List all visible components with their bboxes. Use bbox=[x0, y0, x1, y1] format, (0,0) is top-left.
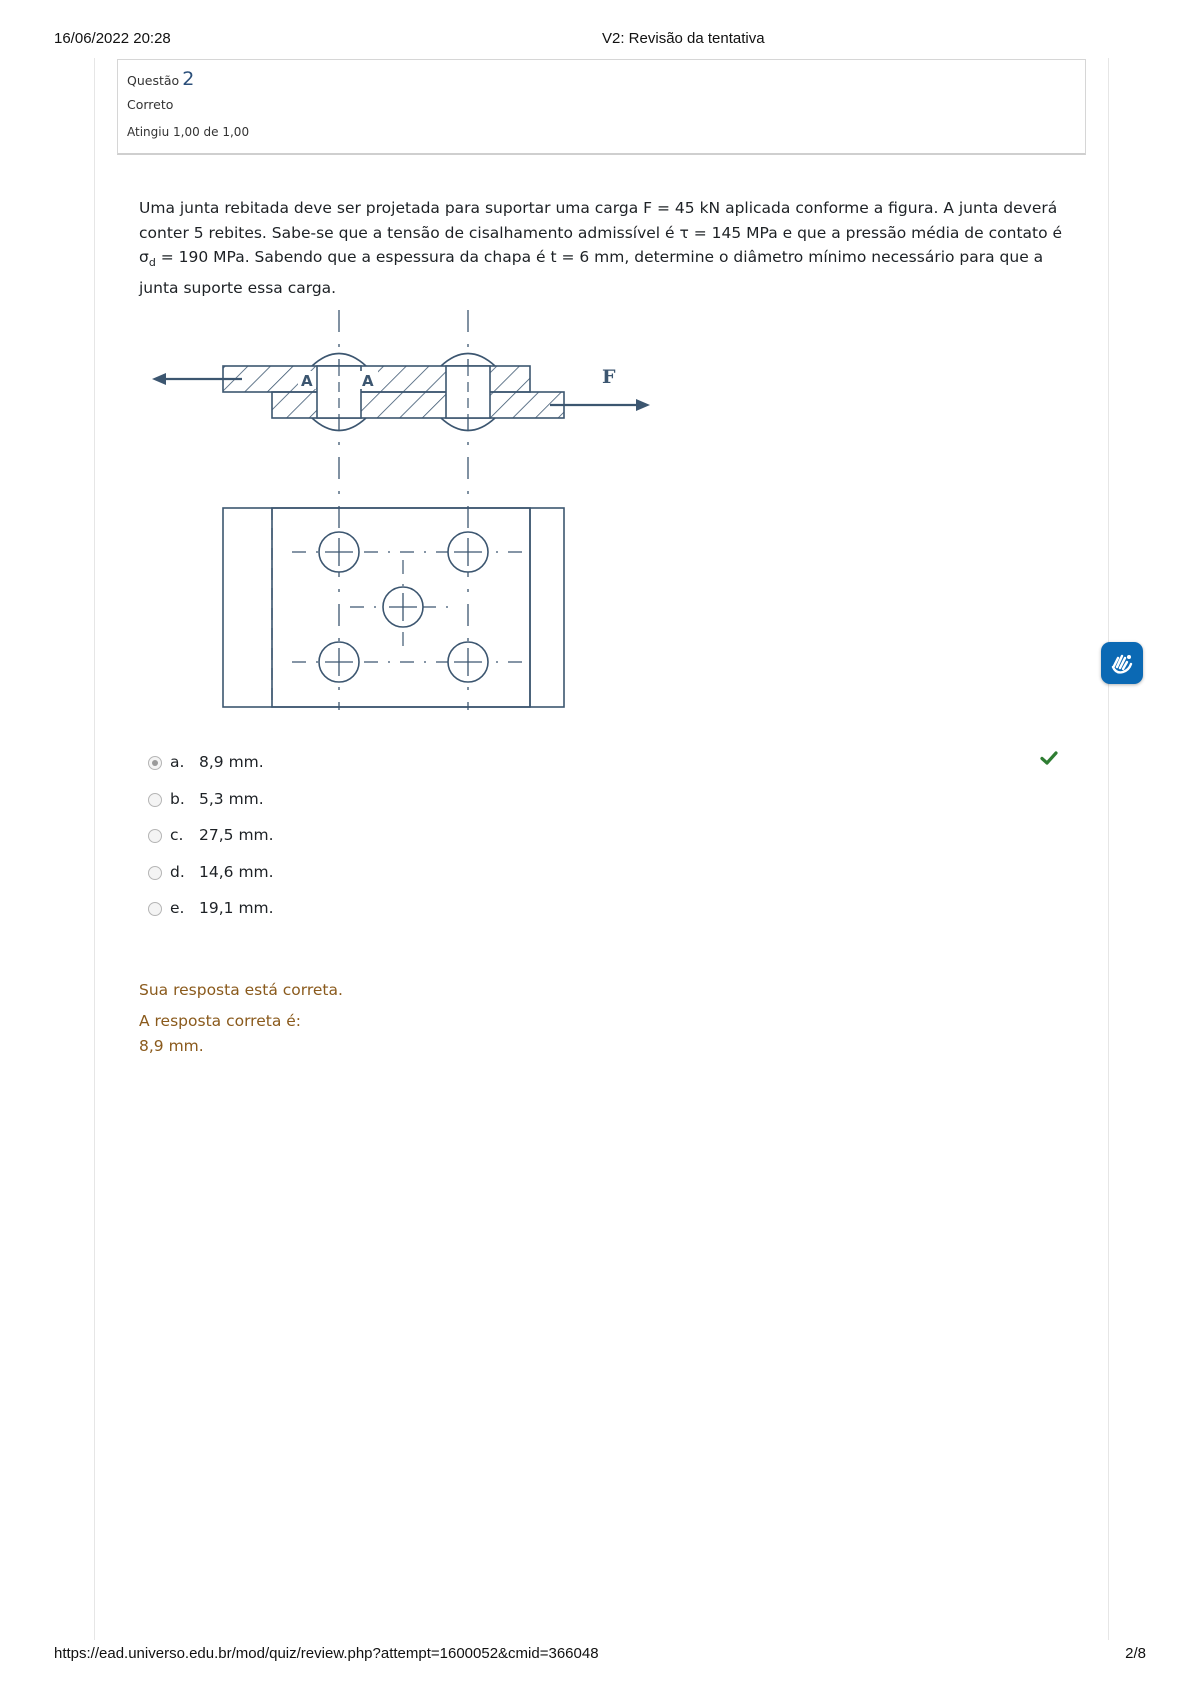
answer-option-b[interactable] bbox=[146, 789, 1066, 826]
print-page-title: V2: Revisão da tentativa bbox=[602, 30, 765, 47]
answer-text: 27,5 mm. bbox=[199, 826, 274, 844]
radio-button[interactable] bbox=[148, 866, 162, 880]
answer-text: 8,9 mm. bbox=[199, 753, 264, 771]
radio-button-selected[interactable] bbox=[148, 756, 162, 770]
riveted-joint-figure bbox=[150, 305, 660, 725]
question-text-part2: = 190 MPa. Sabendo que a espessura da chapa é t = 6 mm, determine o diâmetro mínimo necessário para que a junta suporte essa carga. bbox=[139, 248, 1044, 297]
question-text-part1: Uma junta rebitada deve ser projetada para suportar uma carga F = 45 kN aplicada conforme a figura. A junta deverá conter 5 rebites. Sabe-se que a tensão de cisalhamento admissível é τ = 145 MPa e que a pressão média de contato é σ bbox=[139, 199, 1063, 266]
rivet-hole-top-left bbox=[319, 532, 359, 572]
feedback-result: Sua resposta está correta. bbox=[139, 981, 343, 999]
question-info-box bbox=[117, 59, 1086, 155]
correct-answer-label: A resposta correta é: bbox=[139, 1012, 302, 1030]
question-grade: Atingiu 1,00 de 1,00 bbox=[127, 125, 250, 139]
answer-option-a[interactable] bbox=[146, 752, 1066, 789]
accessibility-sign-language-button[interactable] bbox=[1101, 642, 1143, 684]
rivet-hole-bottom-left bbox=[319, 642, 359, 682]
print-footer bbox=[54, 1645, 1146, 1667]
page-rail-right bbox=[1108, 58, 1109, 1640]
answer-option-c[interactable] bbox=[146, 825, 1066, 862]
plan-view bbox=[223, 508, 564, 707]
check-icon bbox=[1039, 748, 1059, 768]
section-view bbox=[152, 310, 650, 710]
question-state: Correto bbox=[127, 97, 174, 112]
force-arrow-left-head bbox=[152, 373, 166, 385]
answer-list bbox=[146, 752, 1066, 935]
sign-language-hands-icon bbox=[1108, 649, 1136, 677]
question-word: Questão bbox=[127, 73, 180, 88]
radio-button[interactable] bbox=[148, 793, 162, 807]
force-arrow-right-head bbox=[636, 399, 650, 411]
radio-button[interactable] bbox=[148, 829, 162, 843]
answer-letter: c. bbox=[170, 826, 184, 844]
rivet-hole-bottom-right bbox=[448, 642, 488, 682]
answer-text: 19,1 mm. bbox=[199, 899, 274, 917]
print-url: https://ead.universo.edu.br/mod/quiz/review.php?attempt=1600052&cmid=366048 bbox=[54, 1645, 599, 1662]
answer-text: 5,3 mm. bbox=[199, 789, 264, 808]
correct-answer-value: 8,9 mm. bbox=[139, 1037, 204, 1055]
rivet-hole-top-right bbox=[448, 532, 488, 572]
rivet-hole-center bbox=[383, 587, 423, 627]
page-rail-left bbox=[94, 58, 95, 1640]
question-number: 2 bbox=[182, 68, 195, 90]
plan-top-plate bbox=[223, 508, 530, 707]
answer-text: 14,6 mm. bbox=[199, 862, 274, 881]
print-page-number: 2/8 bbox=[1125, 1645, 1146, 1662]
section-label-left: A bbox=[301, 372, 313, 390]
answer-letter: d. bbox=[170, 862, 185, 881]
section-label-right: A bbox=[362, 372, 374, 390]
question-number-label bbox=[127, 68, 194, 90]
answer-option-d[interactable] bbox=[146, 862, 1066, 899]
print-datetime: 16/06/2022 20:28 bbox=[54, 30, 171, 47]
answer-letter: a. bbox=[170, 753, 185, 771]
answer-option-e[interactable] bbox=[146, 898, 1066, 935]
answer-letter: b. bbox=[170, 789, 185, 808]
question-text-subscript: d bbox=[148, 256, 156, 270]
force-label: F bbox=[602, 366, 616, 388]
radio-button[interactable] bbox=[148, 902, 162, 916]
bottom-plate bbox=[272, 392, 564, 418]
answer-letter: e. bbox=[170, 899, 185, 917]
print-header bbox=[54, 30, 1146, 52]
question-text bbox=[139, 196, 1069, 300]
